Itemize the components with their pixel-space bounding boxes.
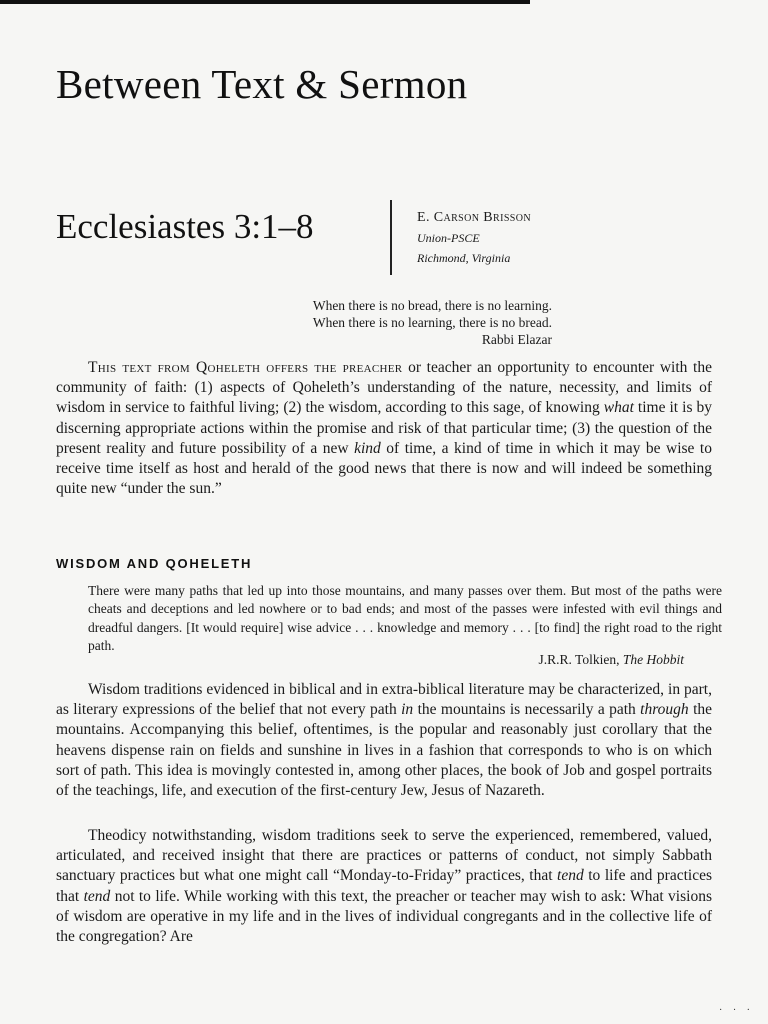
- author-name: E. Carson Brisson: [417, 210, 531, 225]
- emphasis: in: [401, 701, 414, 719]
- scan-artifact: · · ·: [719, 1005, 754, 1016]
- section-heading: WISDOM AND QOHELETH: [56, 556, 253, 571]
- title-divider: [390, 200, 392, 275]
- text-run: time it is by discerning appropriate actions within the promise and risk of that particular time; (3) the question of the present reality and future possibility of a new: [56, 399, 713, 457]
- top-rule: [0, 0, 530, 4]
- text-run: not to life. While working with this text, the preacher or teacher may wish to ask: What visions of wisdom are operative in my life and in the lives of individual congregants and in the collective life of the congregation? Are: [56, 887, 712, 946]
- emphasis: what: [603, 399, 634, 417]
- emphasis: tend: [557, 867, 584, 885]
- text-run: of time, a kind of time in which it may be wise to receive time itself as host and herald of the good news that there is now and will indeed be something quite new “under the sun.”: [56, 439, 712, 498]
- intro-lead: This text from Qoheleth offers the preacher: [88, 359, 403, 376]
- intro-paragraph: [56, 358, 712, 499]
- epigraph-line: When there is no learning, there is no bread.: [312, 315, 552, 330]
- emphasis: through: [640, 701, 689, 719]
- author-block: [417, 208, 531, 268]
- text-run: or teacher an opportunity to encounter with the community of faith: (1) aspects of Qoheleth’s understanding of the nature, necessity, and limits of wisdom in service to faithful living; (2) the wisdom, according to this sage, of knowing: [56, 359, 712, 417]
- quote-book: The Hobbit: [622, 652, 684, 667]
- block-quote: There were many paths that led up into those mountains, and many passes over them. But most of the paths were cheats and deceptions and led nowhere or to bad ends; and most of the passes were infested with evil things and dreadful dangers. [It would require] wise advice . . . knowledge and memory . . . [to find] the right road to the right path.: [88, 583, 722, 653]
- epigraph-line: When there is no bread, there is no learning.: [312, 298, 552, 313]
- article-title: Ecclesiastes 3:1–8: [56, 207, 314, 246]
- series-title: Between Text & Sermon: [56, 61, 468, 107]
- text-run: the mountains is necessarily a path: [413, 701, 641, 719]
- author-location: Richmond, Virginia: [417, 251, 511, 265]
- epigraph: [313, 297, 552, 348]
- body-paragraph: [56, 680, 712, 801]
- text-run: Wisdom traditions evidenced in biblical and in extra-biblical literature may be characterized, in part, as literary expressions of the belief that not every path: [56, 681, 712, 719]
- emphasis: kind: [354, 439, 381, 457]
- quote-attribution: [539, 652, 684, 668]
- epigraph-attribution: Rabbi Elazar: [481, 332, 552, 347]
- author-affiliation: Union-PSCE: [417, 231, 480, 245]
- text-run: Theodicy notwithstanding, wisdom traditions seek to serve the experienced, remembered, valued, articulated, and received insight that there are practices or patterns of conduct, not simply Sabbath sanctuary practices but what one might call “Monday-to-Friday” practices, that: [56, 827, 712, 885]
- text-run: the mountains. Accompanying this belief, oftentimes, is the popular and reasonably just corollary that the heavens dispense rain on fields and sunshine in lives in a fashion that corresponds to who is on which sort of path. This idea is movingly contested in, among other places, the book of Job and gospel portraits of the teachings, life, and execution of the first-century Jew, Jesus of Nazareth.: [56, 701, 713, 800]
- quote-author: J.R.R. Tolkien,: [538, 652, 623, 667]
- emphasis: tend: [83, 887, 111, 905]
- body-paragraph: [56, 826, 712, 947]
- text-run: to life and practices that: [56, 867, 712, 905]
